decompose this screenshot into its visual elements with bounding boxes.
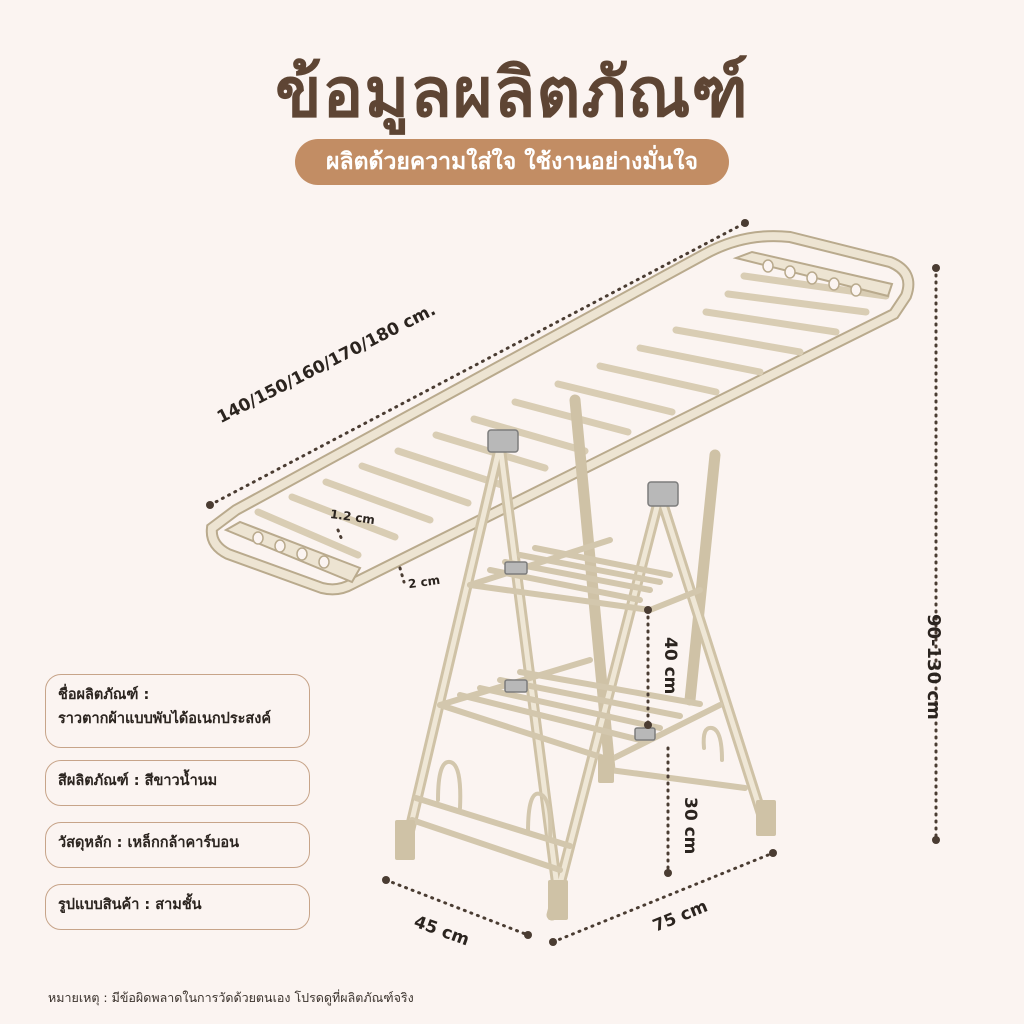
- material-value: เหล็กกล้าคาร์บอน: [127, 835, 239, 851]
- rail-diameter-label: 1.2 cm: [329, 506, 376, 528]
- product-style-line: [58, 893, 297, 917]
- product-style-label: รูปแบบสินค้า :: [58, 897, 151, 913]
- product-color-value: สีขาวน้ำนม: [144, 773, 218, 789]
- depth-label: 45 cm: [411, 912, 472, 951]
- product-name-card: [45, 674, 310, 748]
- upper-tier-gap-label: 40 cm: [660, 637, 680, 695]
- product-style-value: สามชั้น: [155, 897, 202, 913]
- width-label: 75 cm: [650, 896, 711, 937]
- material-card: [45, 822, 310, 868]
- product-name-label: ชื่อผลิตภัณฑ์ :: [58, 687, 150, 703]
- lower-tier-gap-label: 30 cm: [680, 797, 700, 855]
- product-color-label: สีผลิตภัณฑ์ :: [58, 773, 140, 789]
- frame-tube-label: 2 cm: [407, 572, 441, 592]
- middle-shelf: [470, 540, 700, 610]
- material-label: วัสดุหลัก :: [58, 835, 123, 851]
- product-color-line: [58, 769, 297, 793]
- material-line: [58, 831, 297, 855]
- subtitle-badge: ผลิตด้วยความใส่ใจ ใช้งานอย่างมั่นใจ: [295, 139, 729, 185]
- product-style-card: [45, 884, 310, 930]
- length-label: 140/150/160/170/180 cm.: [214, 299, 440, 428]
- product-name-value: ราวตากผ้าแบบพับได้อเนกประสงค์: [58, 711, 272, 727]
- product-color-card: [45, 760, 310, 806]
- page-title: ข้อมูลผลิตภัณฑ์: [275, 54, 749, 133]
- footer-note: หมายเหตุ : มีข้อผิดพลาดในการวัดด้วยตนเอง โปรดดูที่ผลิตภัณฑ์จริง: [48, 990, 414, 1005]
- height-label: 90-130 cm: [923, 614, 944, 720]
